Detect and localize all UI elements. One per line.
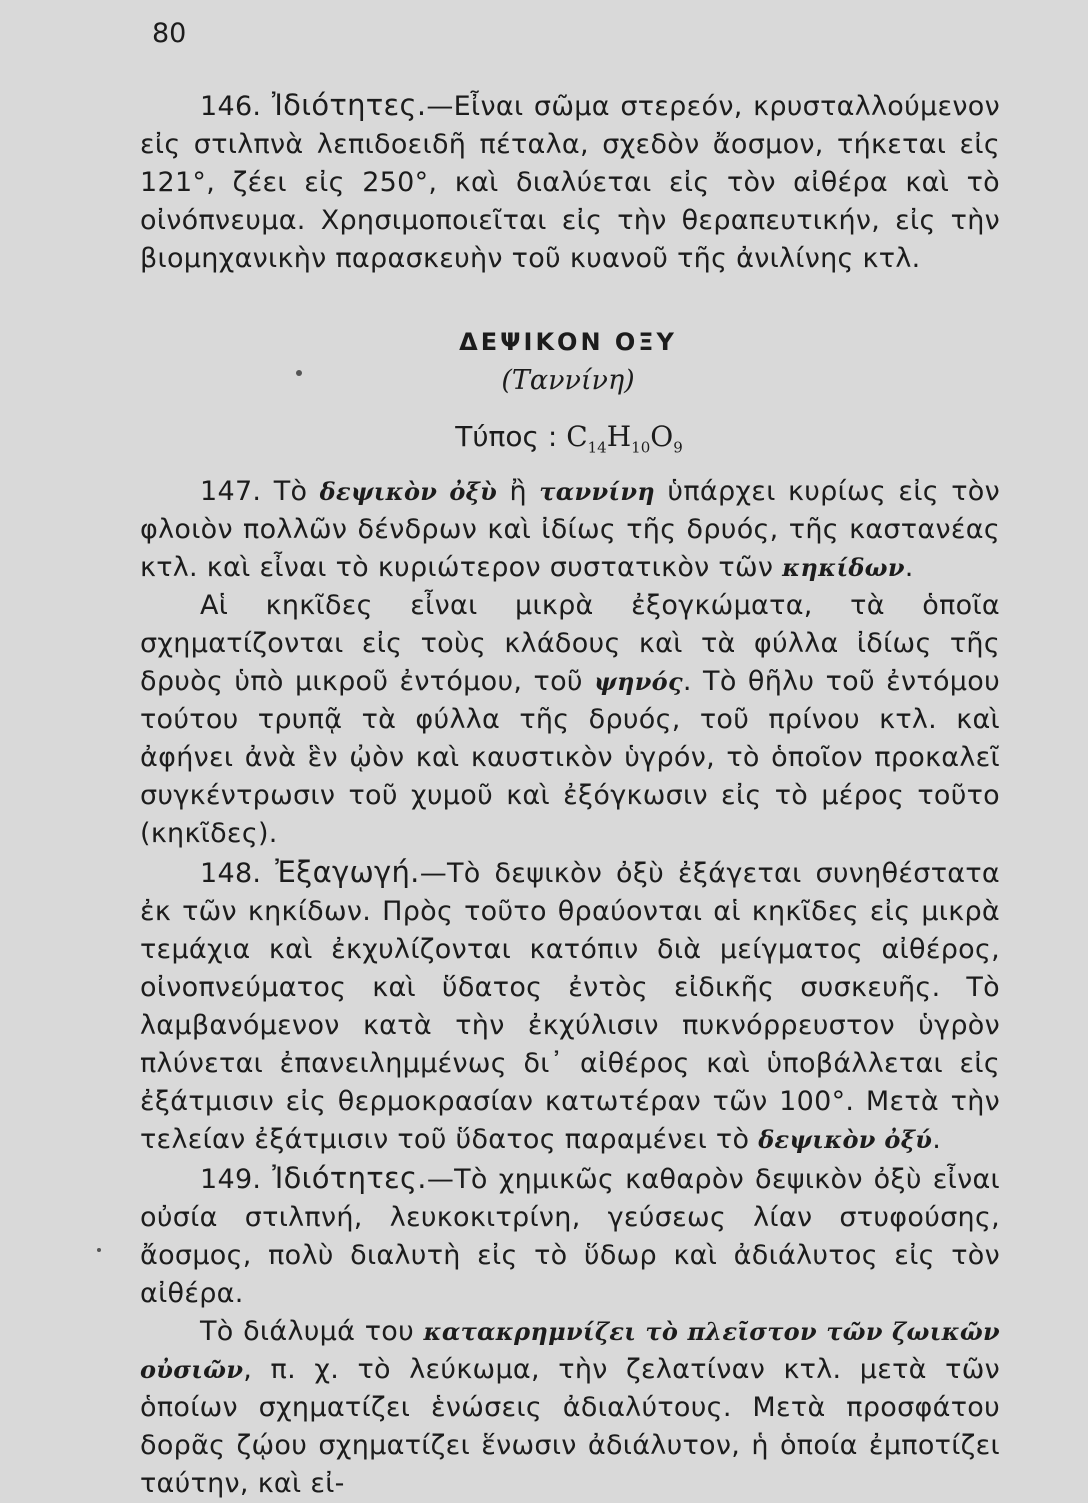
paragraph-text: Αἱ κηκῖδες εἶναι μικρὰ ἐξογκώματα, τὰ ὁποῖα σχηματίζονται εἰς τοὺς κλάδους καὶ τὰ φύλλα ἰδίως τῆς δρυὸς ὑπὸ μικροῦ ἐντόμου, τοῦ	[140, 590, 1000, 697]
paragraph-text: —Τὸ δεψικὸν ὀξὺ ἐξάγεται συνηθέστατα ἐκ τῶν κηκίδων. Πρὸς τοῦτο θραύονται αἱ κηκῖδες εἰς μικρὰ τεμάχια καὶ ἐκχυλίζονται κατόπιν διὰ μείγματος αἰθέρος, οἰνοπνεύματος καὶ ὕδατος ἐντὸς εἰδικῆς συσκευῆς. Τὸ λαμβανόμενον κατὰ τὴν ἐκχύλισιν πυκνόρρευστον ὑγρὸν πλύνεται ἐπανειλημμένως δι᾽ αἰθέρος καὶ ὑποβάλλεται εἰς ἐξάτμισιν εἰς θερμοκρασίαν κατωτέραν τῶν 100°. Μετὰ τὴν τελείαν ἐξάτμισιν τοῦ ὕδατος παραμένει τὸ	[140, 858, 1000, 1155]
ink-speck	[296, 370, 302, 376]
paragraph-text: . Τὸ θῆλυ τοῦ ἐντόμου τούτου τρυπᾷ τὰ φύλλα τῆς δρυός, τοῦ πρίνου κτλ. καὶ ἀφήνει ἀνὰ ἓν ᾠὸν καὶ καυστικὸν ὑγρόν, τὸ ὁποῖον προκαλεῖ συγκέντρωσιν τοῦ χυμοῦ καὶ ἐξόγκωσιν εἰς τὸ μέρος τοῦτο (κηκῖδες).	[140, 666, 1000, 849]
emphasis-term: κατακρημνίζει τὸ πλεῖστον τῶν ζωικῶν οὐσιῶν	[140, 1317, 1001, 1384]
page-number: 80	[152, 18, 187, 49]
paragraph-number: 147.	[200, 476, 274, 507]
emphasis-term: δεψικὸν ὀξύ	[758, 1125, 933, 1154]
emphasis-term: κηκίδων	[782, 553, 905, 582]
paragraph-heading: Ἐξαγωγή.	[275, 855, 420, 889]
paragraph-heading: Ἰδιότητες.	[271, 88, 427, 122]
section-title: ΔΕΨΙΚΟΝ ΟΞΥ	[459, 328, 677, 356]
paragraph-number: 149.	[200, 1164, 273, 1195]
emphasis-term: ψηνός	[594, 667, 683, 696]
ink-speck	[97, 1248, 101, 1252]
paragraph-number: 148.	[200, 858, 276, 889]
paragraph-text: —Εἶναι σῶμα στερεόν, κρυσταλλούμενον εἰς στιλπνὰ λεπιδοειδῆ πέταλα, σχεδὸν ἄοσμον, τήκεται εἰς 121°, ζέει εἰς 250°, καὶ διαλύεται εἰς τὸν αἰθέρα καὶ τὸ οἰνόπνευμα. Χρησιμοποιεῖται εἰς τὴν θεραπευτικήν, εἰς τὴν βιομηχανικὴν παρασκευὴν τοῦ κυανοῦ τῆς ἀνιλίνης κτλ.	[140, 91, 1001, 274]
paragraph-text: ὑπάρχει κυρίως εἰς τὸν φλοιὸν πολλῶν δένδρων καὶ ἰδίως τῆς δρυός, τῆς καστανέας κτλ. καὶ εἶναι τὸ κυριώτερον συστατικὸν τῶν	[140, 476, 1001, 583]
formula-value: $C_{14}H_{10}O_9$	[566, 420, 683, 457]
paragraph-text: Τὸ	[273, 476, 320, 507]
section-subtitle: (Ταννίνη)	[501, 365, 635, 396]
paragraph-text: .	[904, 552, 914, 583]
paragraph-text: Τὸ διάλυμά του	[200, 1316, 424, 1347]
paragraph-146	[140, 86, 1000, 278]
paragraph-text: , π. χ. τὸ λεύκωμα, τὴν ζελατίναν κτλ. μετὰ τῶν ὁποίων σχηματίζει ἑνώσεις ἀδιαλύτους. Μετὰ προσφάτου δορᾶς ζῴου σχηματίζει ἕνωσιν ἀδιάλυτον, ἡ ὁποία ἐμποτίζει ταύτην, καὶ εἰ-	[140, 1354, 1000, 1499]
paragraph-heading: Ἰδιότητες.	[272, 1161, 427, 1195]
paragraph-text: .	[932, 1124, 942, 1155]
paragraph-147	[140, 473, 1000, 1503]
emphasis-term: ταννίνη	[539, 477, 656, 506]
paragraph-number: 146.	[200, 91, 272, 122]
chemical-formula	[0, 420, 1088, 457]
paragraph-text: ἢ	[497, 476, 540, 507]
paragraph-text: —Τὸ χημικῶς καθαρὸν δεψικὸν ὀξὺ εἶναι οὐσία στιλπνή, λευκοκιτρίνη, γεύσεως λίαν στυφούσης, ἄοσμος, πολὺ διαλυτὴ εἰς τὸ ὕδωρ καὶ ἀδιάλυτος εἰς τὸν αἰθέρα.	[140, 1164, 1000, 1309]
emphasis-term: δεψικὸν ὀξὺ	[319, 477, 498, 506]
formula-label: Τύπος :	[455, 420, 567, 453]
